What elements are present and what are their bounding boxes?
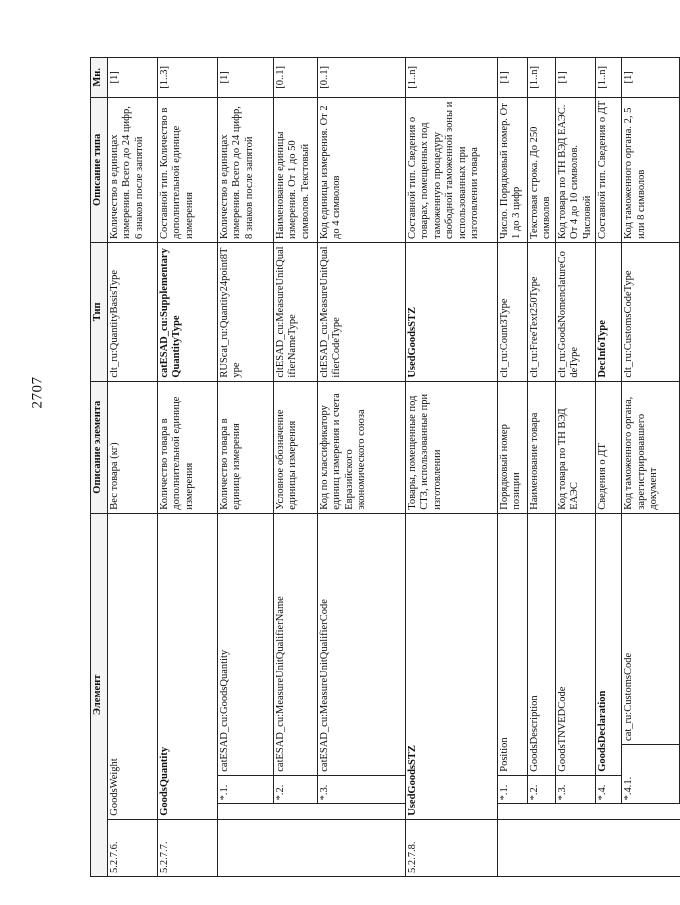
row-indent — [596, 804, 622, 819]
row-number: 5.2.7.8. — [406, 819, 498, 876]
header-element: Элемент — [91, 513, 108, 876]
row-type: cltESAD_cu:MeasureUnitQualifierCodeType — [318, 242, 406, 381]
row-element-desc: Товары, помещенные под СТЗ, использованные при изготовлении — [406, 381, 498, 513]
row-type: clt_ru:GoodsNomenclatureCodeType — [556, 242, 596, 381]
row-type: clt_ru:Count3Type — [498, 242, 528, 381]
row-element-desc: Вес товара (кг) — [108, 381, 158, 513]
row-type-desc: Код товара по ТН ВЭД ЕАЭС. От 4 до 10 символов. Числовой — [556, 97, 596, 242]
row-mult: [1] — [498, 58, 528, 98]
row-indent — [274, 804, 318, 819]
table-row — [556, 58, 596, 877]
row-element: UsedGoodsSTZ — [406, 513, 498, 819]
row-element-desc: Условное обозначение единицы измерения — [274, 381, 318, 513]
row-element: GoodsQuantity — [158, 513, 218, 819]
row-element: GoodsDescription — [528, 513, 556, 775]
row-element: GoodsDeclaration — [596, 513, 622, 775]
row-type-desc: Составной тип. Количество в дополнительной единице измерения — [158, 97, 218, 242]
row-element-desc: Код таможенного органа, зарегистрировавшего документ — [622, 381, 680, 513]
row-mult: [0..1] — [274, 58, 318, 98]
row-element-desc: Порядковый номер позиции — [498, 381, 528, 513]
header-mult: Мн. — [91, 58, 108, 98]
table-row — [596, 58, 622, 877]
row-mult: [0..1] — [318, 58, 406, 98]
row-indent — [218, 819, 274, 876]
row-sub-number: *.1. — [218, 775, 274, 804]
row-sub-number: *.4.1. — [622, 744, 680, 803]
row-type: clt_ru:QuantityBasisType — [108, 242, 158, 381]
row-element: catESAD_cu:GoodsQuantity — [218, 513, 274, 775]
row-type-desc: Наименование единицы измерения. От 1 до 50 символов. Текстовый — [274, 97, 318, 242]
row-element-desc: Код по классификатору единиц измерения и счета Евразийского экономического союза — [318, 381, 406, 513]
element-table — [90, 57, 680, 877]
row-indent — [318, 804, 406, 819]
row-element: cat_ru:CustomsCode — [622, 513, 680, 744]
table-row — [218, 58, 274, 877]
row-element-desc: Количество товара в дополнительной единице измерения — [158, 381, 218, 513]
row-sub-number: *.4. — [596, 775, 622, 804]
table-row — [622, 58, 680, 877]
table-row — [274, 58, 318, 877]
table-header-row — [91, 58, 108, 877]
row-sub-number: *.2. — [274, 775, 318, 804]
row-mult: [1] — [556, 58, 596, 98]
table-row — [406, 58, 498, 877]
row-element: catESAD_cu:MeasureUnitQualifierName — [274, 513, 318, 775]
row-type: cltESAD_cu:MeasureUnitQualifierNameType — [274, 242, 318, 381]
row-element: catESAD_cu:MeasureUnitQualifierCode — [318, 513, 406, 775]
row-type: RUScat_ru:Quantity24point8Type — [218, 242, 274, 381]
row-type-desc: Код единицы измерения. От 2 до 4 символов — [318, 97, 406, 242]
row-element-desc: Сведения о ДТ — [596, 381, 622, 513]
row-indent — [556, 819, 596, 876]
header-element-desc: Описание элемента — [91, 381, 108, 513]
row-element-desc: Код товара по ТН ВЭД ЕАЭС — [556, 381, 596, 513]
header-type: Тип — [91, 242, 108, 381]
row-indent — [318, 819, 406, 876]
row-mult: [1] — [108, 58, 158, 98]
table-row — [158, 58, 218, 877]
row-element: Position — [498, 513, 528, 775]
row-sub-number: *.3. — [318, 775, 406, 804]
row-type-desc: Текстовая строка. До 250 символов — [528, 97, 556, 242]
row-type: DecInfoType — [596, 242, 622, 381]
table-row — [528, 58, 556, 877]
row-indent — [556, 804, 596, 819]
header-type-desc: Описание типа — [91, 97, 108, 242]
row-indent — [622, 804, 680, 819]
row-type-desc: Количество в единицах измерения. Всего до 24 цифр, 6 знаков после запятой — [108, 97, 158, 242]
row-type-desc: Код таможенного органа. 2, 5 или 8 символов — [622, 97, 680, 242]
row-indent — [274, 819, 318, 876]
row-element-desc: Наименование товара — [528, 381, 556, 513]
row-element-desc: Количество товара в единице измерения — [218, 381, 274, 513]
table-row — [498, 58, 528, 877]
page-number — [18, 372, 58, 412]
row-sub-number: *.3. — [556, 775, 596, 804]
row-number: 5.2.7.6. — [108, 819, 158, 876]
row-type-desc: Количество в единицах измерения. Всего до 24 цифр, 8 знаков после запятой — [218, 97, 274, 242]
row-sub-number: *.2. — [528, 775, 556, 804]
row-indent — [596, 819, 622, 876]
row-mult: [1..n] — [596, 58, 622, 98]
row-indent — [528, 819, 556, 876]
row-number: 5.2.7.7. — [158, 819, 218, 876]
row-mult: [1..3] — [158, 58, 218, 98]
row-type: UsedGoodsSTZ — [406, 242, 498, 381]
row-mult: [1..n] — [406, 58, 498, 98]
row-type: catESAD_cu:SupplementaryQuantityType — [158, 242, 218, 381]
row-indent — [622, 819, 680, 876]
table-row — [108, 58, 158, 877]
row-type: clt_ru:FreeText250Type — [528, 242, 556, 381]
row-type-desc: Составной тип. Сведения о ДТ — [596, 97, 622, 242]
row-element: GoodsTNVEDCode — [556, 513, 596, 775]
row-element: GoodsWeight — [108, 513, 158, 819]
row-indent — [528, 804, 556, 819]
row-mult: [1] — [218, 58, 274, 98]
page-number-text: 2707 — [29, 376, 46, 408]
row-indent — [218, 804, 274, 819]
row-mult: [1..n] — [528, 58, 556, 98]
row-indent — [498, 804, 528, 819]
row-type: clt_ru:CustomsCodeType — [622, 242, 680, 381]
row-mult: [1] — [622, 58, 680, 98]
row-indent — [498, 819, 528, 876]
table-row — [318, 58, 406, 877]
rotated-table-container — [90, 57, 659, 877]
row-sub-number: *.1. — [498, 775, 528, 804]
row-type-desc: Число. Порядковый номер. От 1 до 3 цифр — [498, 97, 528, 242]
row-type-desc: Составной тип. Сведения о товарах, помещенных под таможенную процедуру свободной таможенной зоны и использованных при изготовлении товара — [406, 97, 498, 242]
